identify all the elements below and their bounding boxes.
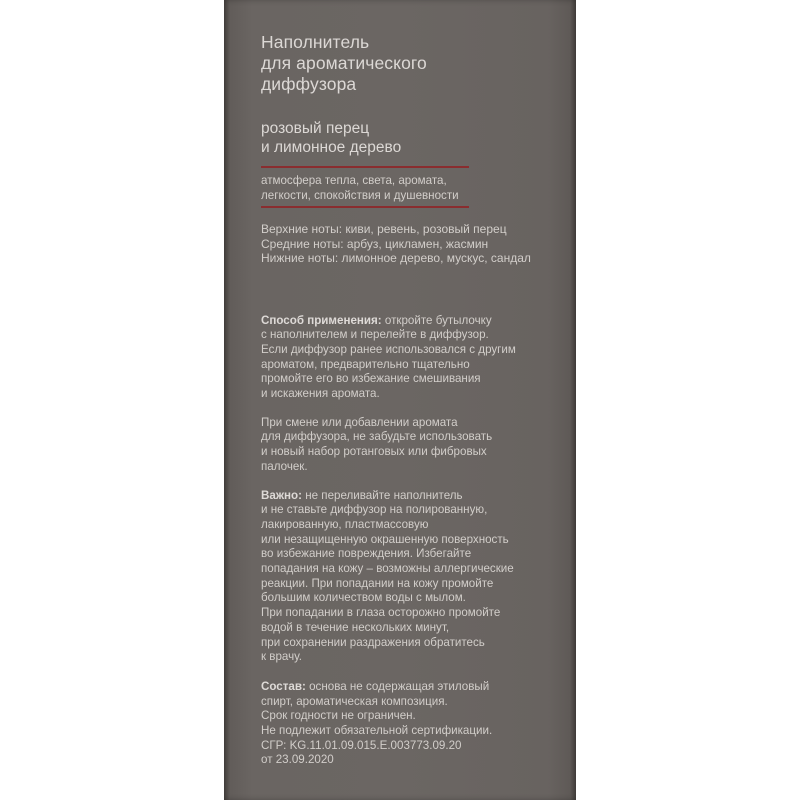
usage-first-line: [261, 314, 561, 329]
warning-line: во избежание повреждения. Избегайте: [261, 547, 472, 561]
top-notes: Верхние ноты: киви, ревень, розовый перец: [261, 222, 507, 236]
usage-line: Если диффузор ранее использовался с другим: [261, 342, 516, 356]
warning-line: водой в течение нескольких минут,: [261, 620, 450, 634]
warning-line: реакции. При попадании на кожу промойте: [261, 576, 494, 590]
warning-line: при сохранении раздражения обратитесь: [261, 635, 485, 649]
usage-line: ароматом, предварительно тщательно: [261, 357, 470, 371]
refill-line: для диффузора, не забудьте использовать: [261, 430, 493, 444]
composition-first-line: [261, 680, 561, 695]
product-title-line: для ароматического: [261, 53, 427, 73]
middle-notes: Средние ноты: арбуз, цикламен, жасмин: [261, 236, 489, 251]
mood-line: легкости, спокойствия и душевности: [261, 188, 459, 202]
composition-block: [261, 680, 561, 768]
warning-line: При попадании в глаза осторожно промойте: [261, 606, 501, 620]
product-title-line: диффузора: [261, 74, 357, 94]
warning-label: Важно:: [261, 488, 302, 502]
mood-line: атмосфера тепла, света, аромата,: [261, 174, 447, 187]
base-notes: Нижние ноты: лимонное дерево, мускус, сандал: [261, 251, 531, 265]
package-left-edge-shadow: [224, 0, 230, 800]
usage-line: и искажения аромата.: [261, 387, 380, 401]
refill-line: и новый набор ротанговых или фибровых: [261, 445, 487, 459]
registration-date: от 23.09.2020: [261, 753, 334, 767]
warning-line: и не ставьте диффузор на полированную,: [261, 503, 488, 517]
composition-line: спирт, ароматическая композиция.: [261, 694, 448, 708]
composition-line: основа не содержащая этиловый: [305, 679, 490, 693]
usage-line: откройте бутылочку: [381, 313, 492, 327]
label-text-block: [261, 32, 561, 768]
warning-line: не переливайте наполнитель: [302, 488, 463, 502]
product-title-line: Наполнитель: [261, 32, 370, 52]
usage-line: с наполнителем и перелейте в диффузор.: [261, 328, 489, 342]
refill-note: [261, 416, 561, 475]
warning-block: [261, 489, 561, 665]
scent-name-line: розовый перец: [261, 120, 370, 137]
registration-number: СГР: KG.11.01.09.015.E.003773.09.20: [261, 738, 462, 752]
composition-label: Состав:: [261, 679, 306, 693]
mood-description: [261, 174, 561, 203]
refill-line: При смене или добавлении аромата: [261, 415, 458, 429]
warning-line: к врачу.: [261, 650, 302, 664]
refill-line: палочек.: [261, 459, 308, 473]
usage-line: промойте его во избежание смешивания: [261, 372, 481, 386]
package-right-edge-shadow: [570, 0, 576, 800]
warning-line: лакированную, пластмассовую: [261, 517, 429, 531]
warning-line: большим количеством воды с мылом.: [261, 591, 466, 605]
product-title: [261, 32, 561, 95]
certification-note: Не подлежит обязательной сертификации.: [261, 724, 493, 738]
warning-first-line: [261, 489, 561, 504]
accent-divider: [261, 206, 469, 208]
usage-label: Способ применения:: [261, 313, 382, 327]
scent-name: [261, 119, 561, 157]
shelf-life: Срок годности не ограничен.: [261, 709, 416, 723]
usage-instructions: [261, 314, 561, 402]
fragrance-notes: [261, 222, 561, 266]
warning-line: или незащищенную окрашенную поверхность: [261, 532, 509, 546]
warning-line: попадания на кожу – возможны аллергические: [261, 562, 514, 576]
scent-name-line: и лимонное дерево: [261, 139, 402, 156]
accent-divider: [261, 166, 469, 168]
